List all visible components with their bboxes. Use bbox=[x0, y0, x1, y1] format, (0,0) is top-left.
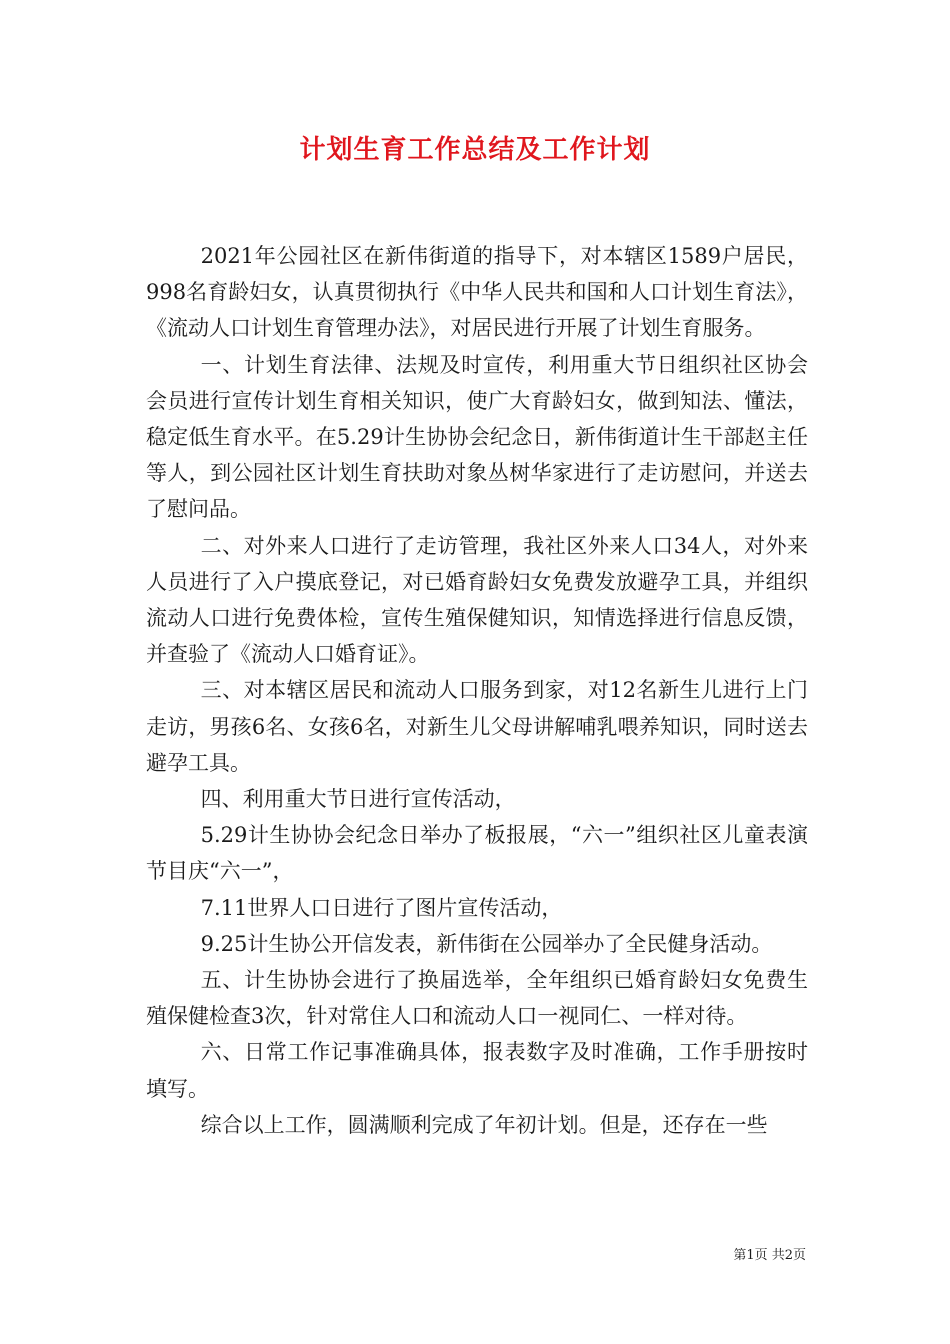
paragraph-section-6: 六、日常工作记事准确具体，报表数字及时准确，工作手册按时填写。 bbox=[146, 1040, 808, 1101]
paragraph-summary: 综合以上工作，圆满顺利完成了年初计划。但是，还存在一些 bbox=[200, 1112, 768, 1137]
page-number: 第1页 共2页 bbox=[733, 1248, 806, 1263]
paragraph-section-2: 二、对外来人口进行了走访管理，我社区外来人口34人，对外来人员进行了入户摸底登记，对已婚育龄妇女免费发放避孕工具，并组织流动人口进行免费体检，宣传生殖保健知识，知情选择进行信息反馈，并查验了《流动人口婚育证》。 bbox=[146, 533, 808, 667]
paragraph-event-529: 5.29计生协协会纪念日举办了板报展，“六一”组织社区儿童表演节目庆“六一”， bbox=[146, 823, 808, 884]
paragraph-section-1: 一、计划生育法律、法规及时宣传，利用重大节日组织社区协会会员进行宣传计划生育相关知识，使广大育龄妇女，做到知法、懂法，稳定低生育水平。在5.29计生协协会纪念日，新伟街道计生干部赵主任等人，到公园社区计划生育扶助对象丛树华家进行了走访慰问，并送去了慰问品。 bbox=[146, 352, 808, 522]
paragraph-event-711: 7.11世界人口日进行了图片宣传活动， bbox=[200, 895, 563, 920]
paragraph-intro: 2021年公园社区在新伟街道的指导下，对本辖区1589户居民，998名育龄妇女，认真贯彻执行《中华人民共和国和人口计划生育法》，《流动人口计划生育管理办法》，对居民进行开展了计划生育服务。 bbox=[146, 244, 808, 341]
document-body bbox=[146, 238, 808, 1143]
paragraph-section-4: 四、利用重大节日进行宣传活动， bbox=[200, 787, 516, 812]
paragraph-section-3: 三、对本辖区居民和流动人口服务到家，对12名新生儿进行上门走访，男孩6名、女孩6名，对新生儿父母讲解哺乳喂养知识，同时送去避孕工具。 bbox=[146, 678, 808, 775]
paragraph-section-5: 五、计生协协会进行了换届选举，全年组织已婚育龄妇女免费生殖保健检查3次，针对常住人口和流动人口一视同仁、一样对待。 bbox=[146, 968, 808, 1029]
document-title: 计划生育工作总结及工作计划 bbox=[299, 135, 651, 165]
paragraph-event-925: 9.25计生协公开信发表，新伟街在公园举办了全民健身活动。 bbox=[200, 931, 773, 956]
